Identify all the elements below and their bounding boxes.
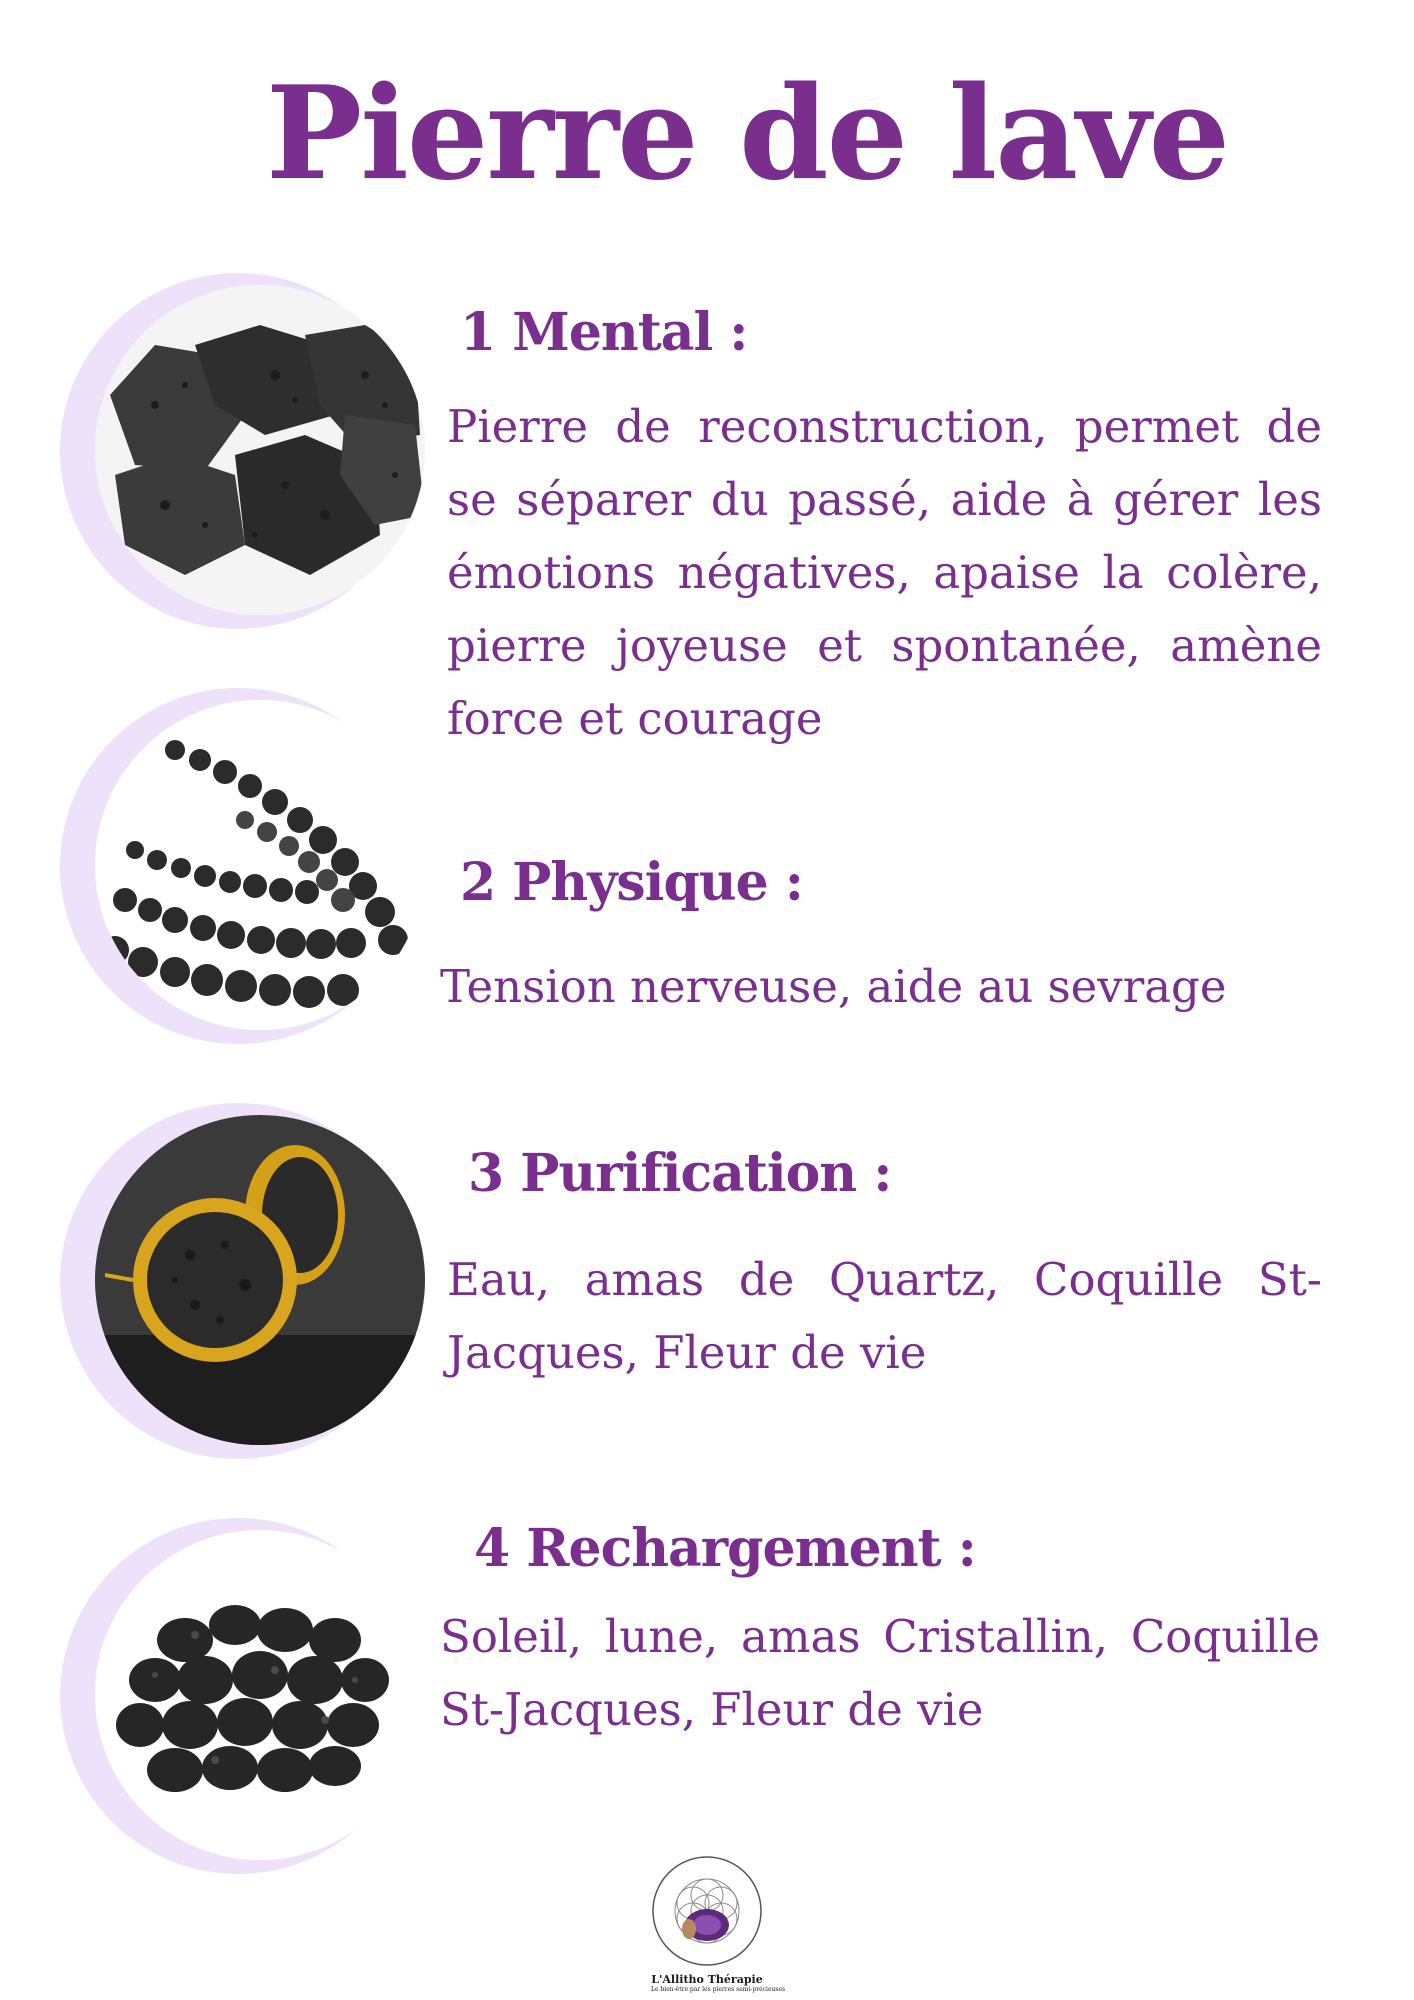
lava-bead-strands-image [95, 700, 425, 1030]
section-heading-purification: 3 Purification : [468, 1143, 892, 1204]
section-heading-mental: 1 Mental : [460, 302, 748, 363]
lava-earrings-image [95, 1115, 425, 1445]
section-text-purification: Eau, amas de Quartz, Coquille St-Jacques, Fleur de vie [447, 1253, 1322, 1379]
lava-rocks-image [95, 285, 425, 615]
lava-tumbled-stones-image [95, 1530, 425, 1860]
section-heading-rechargement: 4 Rechargement : [474, 1518, 976, 1579]
section-text-mental: Pierre de reconstruction, permet de se séparer du passé, aide à gérer les émotions négatives, apaise la colère, pierre joyeuse et spontanée, amène force et courage [447, 400, 1322, 745]
page-title: Pierre de lave [265, 59, 1229, 209]
section-heading-physique: 2 Physique : [460, 852, 803, 913]
brand-tagline: Le bien-être par les pierres semi-précieuses [651, 1986, 786, 1993]
flower-of-life-logo [651, 1855, 763, 1967]
brand-logo [651, 1855, 786, 1993]
section-text-rechargement: Soleil, lune, amas Cristallin, Coquille St-Jacques, Fleur de vie [440, 1610, 1320, 1736]
brand-name: L'Allitho Thérapie [651, 1973, 763, 1986]
section-text-physique: Tension nerveuse, aide au sevrage [440, 960, 1227, 1013]
